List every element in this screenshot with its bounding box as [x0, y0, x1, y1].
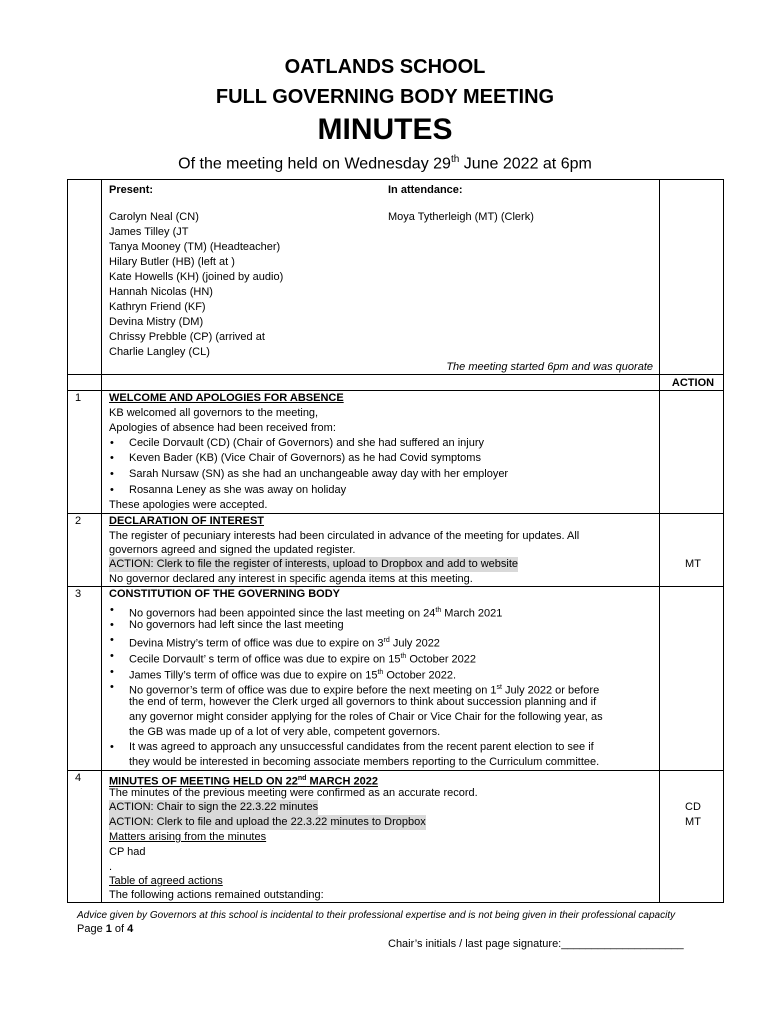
- present-member: Hannah Nicolas (HN): [109, 286, 213, 298]
- item-text: The register of pecuniary interests had been circulated in advance of the meeting for updates. All: [109, 530, 580, 542]
- minutes-table: [67, 179, 724, 903]
- page-number: Page 1 of 4: [77, 923, 134, 935]
- item-text: These apologies were accepted.: [109, 499, 268, 511]
- in-attendance-label: In attendance:: [388, 184, 463, 196]
- item-text: The following actions remained outstanding:: [109, 889, 324, 901]
- item-text: the end of term, however the Clerk urged all governors to think about succession planning and if: [129, 696, 597, 708]
- meeting-name: FULL GOVERNING BODY MEETING: [215, 86, 555, 108]
- list-item: • Keven Bader (KB) (Vice Chair of Governors) as he had Covid symptoms: [129, 451, 481, 466]
- list-item: • Devina Mistry’s term of office was due to expire on 3rd July 2022: [129, 633, 440, 652]
- item-heading: CONSTITUTION OF THE GOVERNING BODY: [109, 588, 341, 600]
- list-item: • Cecile Dorvault’ s term of office was due to expire on 15th October 2022: [129, 649, 476, 668]
- item-heading: MINUTES OF MEETING HELD ON 22nd MARCH 2022: [109, 775, 378, 788]
- column-divider: [659, 180, 660, 902]
- action-text: ACTION: Clerk to file the register of interests, upload to Dropbox and add to website: [109, 558, 519, 570]
- item-number: 4: [75, 772, 82, 784]
- present-member: Hilary Butler (HB) (left at ): [109, 256, 235, 268]
- present-member: Charlie Langley (CL): [109, 346, 210, 358]
- advice-disclaimer: Advice given by Governors at this school is incidental to their professional expertise and is not being given in their professional capacity: [77, 910, 676, 921]
- list-item: • No governors had been appointed since the last meeting on 24th March 2021: [129, 603, 502, 622]
- sub-heading: Table of agreed actions: [109, 875, 223, 887]
- attendee: Moya Tytherleigh (MT) (Clerk): [388, 211, 534, 223]
- action-owner: MT: [685, 558, 701, 570]
- item-text: governors agreed and signed the updated register.: [109, 544, 356, 556]
- item-text: Apologies of absence had been received from:: [109, 422, 336, 434]
- present-member: Devina Mistry (DM): [109, 316, 204, 328]
- item-text: KB welcomed all governors to the meeting,: [109, 407, 319, 419]
- signature-line: Chair’s initials / last page signature:____________________: [388, 938, 684, 950]
- document-type: MINUTES: [317, 113, 453, 146]
- present-member: Kate Howells (KH) (joined by audio): [109, 271, 284, 283]
- list-item: • No governors had left since the last meeting: [129, 618, 344, 633]
- action-text: ACTION: Chair to sign the 22.3.22 minutes: [109, 801, 319, 813]
- present-label: Present:: [109, 184, 154, 196]
- item-text: No governor declared any interest in specific agenda items at this meeting.: [109, 573, 473, 585]
- item-text: the GB was made up of a lot of very able, competent governors.: [129, 726, 441, 738]
- present-member: Kathryn Friend (KF): [109, 301, 206, 313]
- list-item: • It was agreed to approach any unsuccessful candidates from the recent parent election to see if: [129, 740, 594, 755]
- item-number: 3: [75, 588, 82, 600]
- present-member: James Tilley (JT: [109, 226, 189, 238]
- present-member: Carolyn Neal (CN): [109, 211, 199, 223]
- list-item: • Rosanna Leney as she was away on holiday: [129, 483, 346, 498]
- item-number: 1: [75, 392, 82, 404]
- item-heading: WELCOME AND APOLOGIES FOR ABSENCE: [109, 392, 344, 404]
- sub-heading: Matters arising from the minutes: [109, 831, 267, 843]
- item-heading: DECLARATION OF INTEREST: [109, 515, 265, 527]
- school-name: OATLANDS SCHOOL: [284, 56, 486, 78]
- list-item: • Cecile Dorvault (CD) (Chair of Governors) and she had suffered an injury: [129, 436, 484, 451]
- present-member: Chrissy Prebble (CP) (arrived at: [109, 331, 265, 343]
- action-owner: MT: [685, 816, 701, 828]
- meeting-started-note: The meeting started 6pm and was quorate: [446, 361, 653, 373]
- column-divider: [101, 180, 102, 902]
- list-item: • Sarah Nursaw (SN) as she had an unchangeable away day with her employer: [129, 467, 508, 482]
- meeting-date: Of the meeting held on Wednesday 29th June 2022 at 6pm: [178, 154, 592, 173]
- item-text: any governor might consider applying for the roles of Chair or Vice Chair for the following year, as: [129, 711, 603, 723]
- present-member: Tanya Mooney (TM) (Headteacher): [109, 241, 281, 253]
- item-text: they would be interested in becoming associate members reporting to the Curriculum committee.: [129, 756, 600, 768]
- item-text: .: [109, 861, 113, 873]
- action-owner: CD: [685, 801, 701, 813]
- action-text: ACTION: Clerk to file and upload the 22.3.22 minutes to Dropbox: [109, 816, 426, 828]
- item-text: The minutes of the previous meeting were confirmed as an accurate record.: [109, 787, 478, 799]
- item-number: 2: [75, 515, 82, 527]
- list-item: • No governor’s term of office was due to expire before the next meeting on 1st July 2022 or before: [129, 680, 599, 699]
- list-item: • James Tilly’s term of office was due to expire on 15th October 2022.: [129, 665, 456, 684]
- item-text: CP had: [109, 846, 146, 858]
- action-column-header: ACTION: [671, 377, 715, 389]
